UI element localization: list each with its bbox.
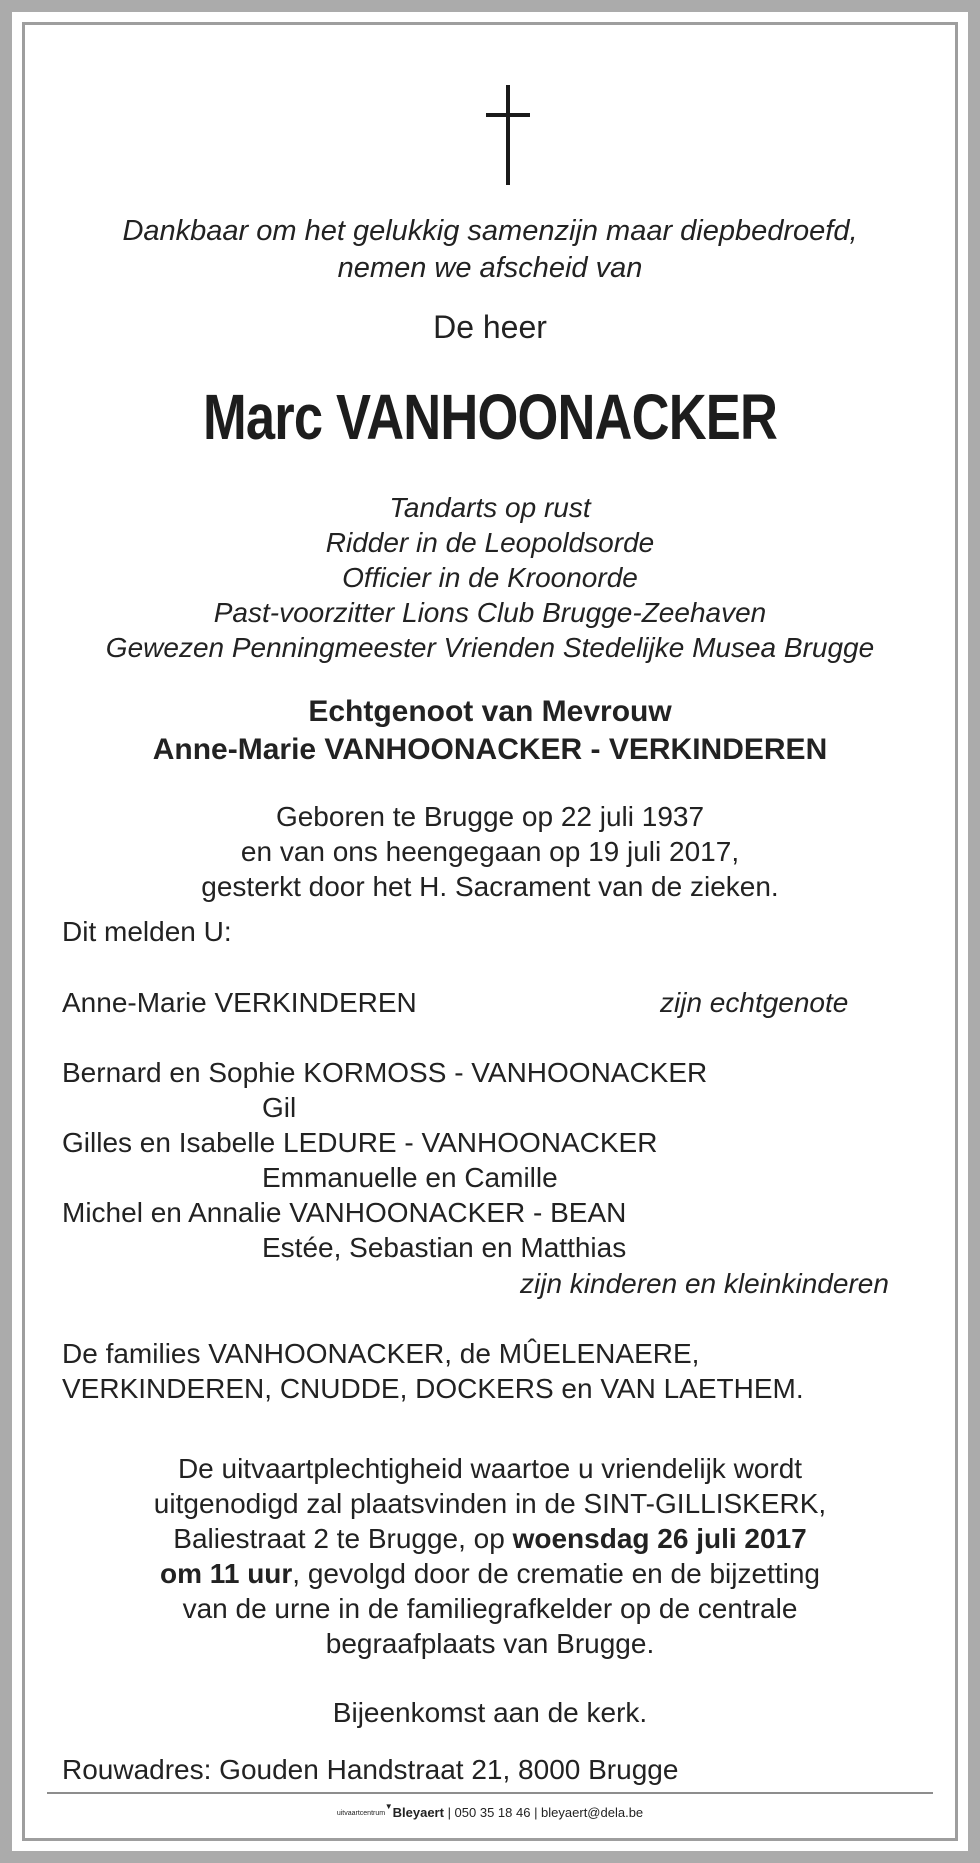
child-3-parents: Michel en Annalie VANHOONACKER - BEAN <box>62 1197 627 1228</box>
life-dates <box>25 799 955 904</box>
child-1-parents: Bernard en Sophie KORMOSS - VANHOONACKER <box>62 1057 708 1088</box>
widow-name: Anne-Marie VERKINDEREN <box>62 987 417 1018</box>
sacrament-line: gesterkt door het H. Sacrament van de zieken. <box>201 871 779 902</box>
intro-line-2: nemen we afscheid van <box>337 252 643 284</box>
families-line-2: VERKINDEREN, CNUDDE, DOCKERS en VAN LAETHEM. <box>62 1373 804 1404</box>
intro-text <box>25 213 955 287</box>
children-relation: zijn kinderen en kleinkinderen <box>520 1268 889 1299</box>
footer-prefix: uitvaartcentrum <box>336 1810 386 1818</box>
footer-contact: | 050 35 18 46 | bleyaert@dela.be <box>447 1805 644 1820</box>
mourning-address: Rouwadres: Gouden Handstraat 21, 8000 Brugge <box>62 1754 679 1785</box>
ceremony-time: om 11 uur <box>160 1558 293 1589</box>
ceremony-date: woensdag 26 juli 2017 <box>512 1523 807 1554</box>
notice-frame <box>12 12 968 1851</box>
ceremony-cremation: , gevolgd door de crematie en de bijzetting <box>292 1558 820 1589</box>
spouse-line-1: Echtgenoot van Mevrouw <box>308 695 672 728</box>
child-3-grandchildren: Estée, Sebastian en Matthias <box>262 1232 627 1263</box>
spouse-line-2: Anne-Marie VANHOONACKER - VERKINDEREN <box>152 733 828 766</box>
child-2-parents: Gilles en Isabelle LEDURE - VANHOONACKER <box>62 1127 658 1158</box>
footer-credit <box>25 1802 955 1820</box>
birth-line: Geboren te Brugge op 22 juli 1937 <box>275 801 705 832</box>
widow-relation: zijn echtgenote <box>660 987 849 1018</box>
title-item: Gewezen Penningmeester Vrienden Stedelijke Musea Brugge <box>105 632 875 663</box>
spouse-block <box>25 693 955 769</box>
gathering-note: Bijeenkomst aan de kerk. <box>332 1697 648 1728</box>
title-item: Tandarts op rust <box>389 492 591 523</box>
ceremony-line-4 <box>25 1556 955 1591</box>
ceremony-line-3 <box>25 1521 955 1556</box>
titles-list <box>25 490 955 665</box>
title-item: Past-voorzitter Lions Club Brugge-Zeehaven <box>213 597 767 628</box>
ceremony-line-1: De uitvaartplechtigheid waartoe u vriendelijk wordt <box>177 1453 803 1484</box>
title-item: Officier in de Kroonorde <box>342 562 638 593</box>
salutation: De heer <box>433 309 547 345</box>
ceremony-line-6: begraafplaats van Brugge. <box>325 1628 655 1659</box>
deceased-name: Marc VANHOONACKER <box>202 381 778 453</box>
cross-icon <box>486 85 530 185</box>
footer-brand: Bleyaert <box>392 1805 444 1820</box>
child-1-grandchildren: Gil <box>262 1092 297 1123</box>
ceremony-text <box>25 1451 955 1661</box>
announce-label: Dit melden U: <box>62 916 232 947</box>
title-item: Ridder in de Leopoldsorde <box>325 527 655 558</box>
ceremony-line-5: van de urne in de familiegrafkelder op de centrale <box>182 1593 798 1624</box>
child-2-grandchildren: Emmanuelle en Camille <box>262 1162 558 1193</box>
triangle-icon: ▼ <box>384 1802 393 1811</box>
footer-divider <box>47 1792 933 1794</box>
notice-border <box>22 22 958 1841</box>
death-line: en van ons heengegaan op 19 juli 2017, <box>240 836 740 867</box>
ceremony-place: Baliestraat 2 te Brugge, op <box>173 1523 513 1554</box>
intro-line-1: Dankbaar om het gelukkig samenzijn maar diepbedroefd, <box>122 215 858 247</box>
ceremony-line-2: uitgenodigd zal plaatsvinden in de SINT-GILLISKERK, <box>153 1488 827 1519</box>
families-line-1: De families VANHOONACKER, de MÛELENAERE, <box>62 1338 700 1369</box>
